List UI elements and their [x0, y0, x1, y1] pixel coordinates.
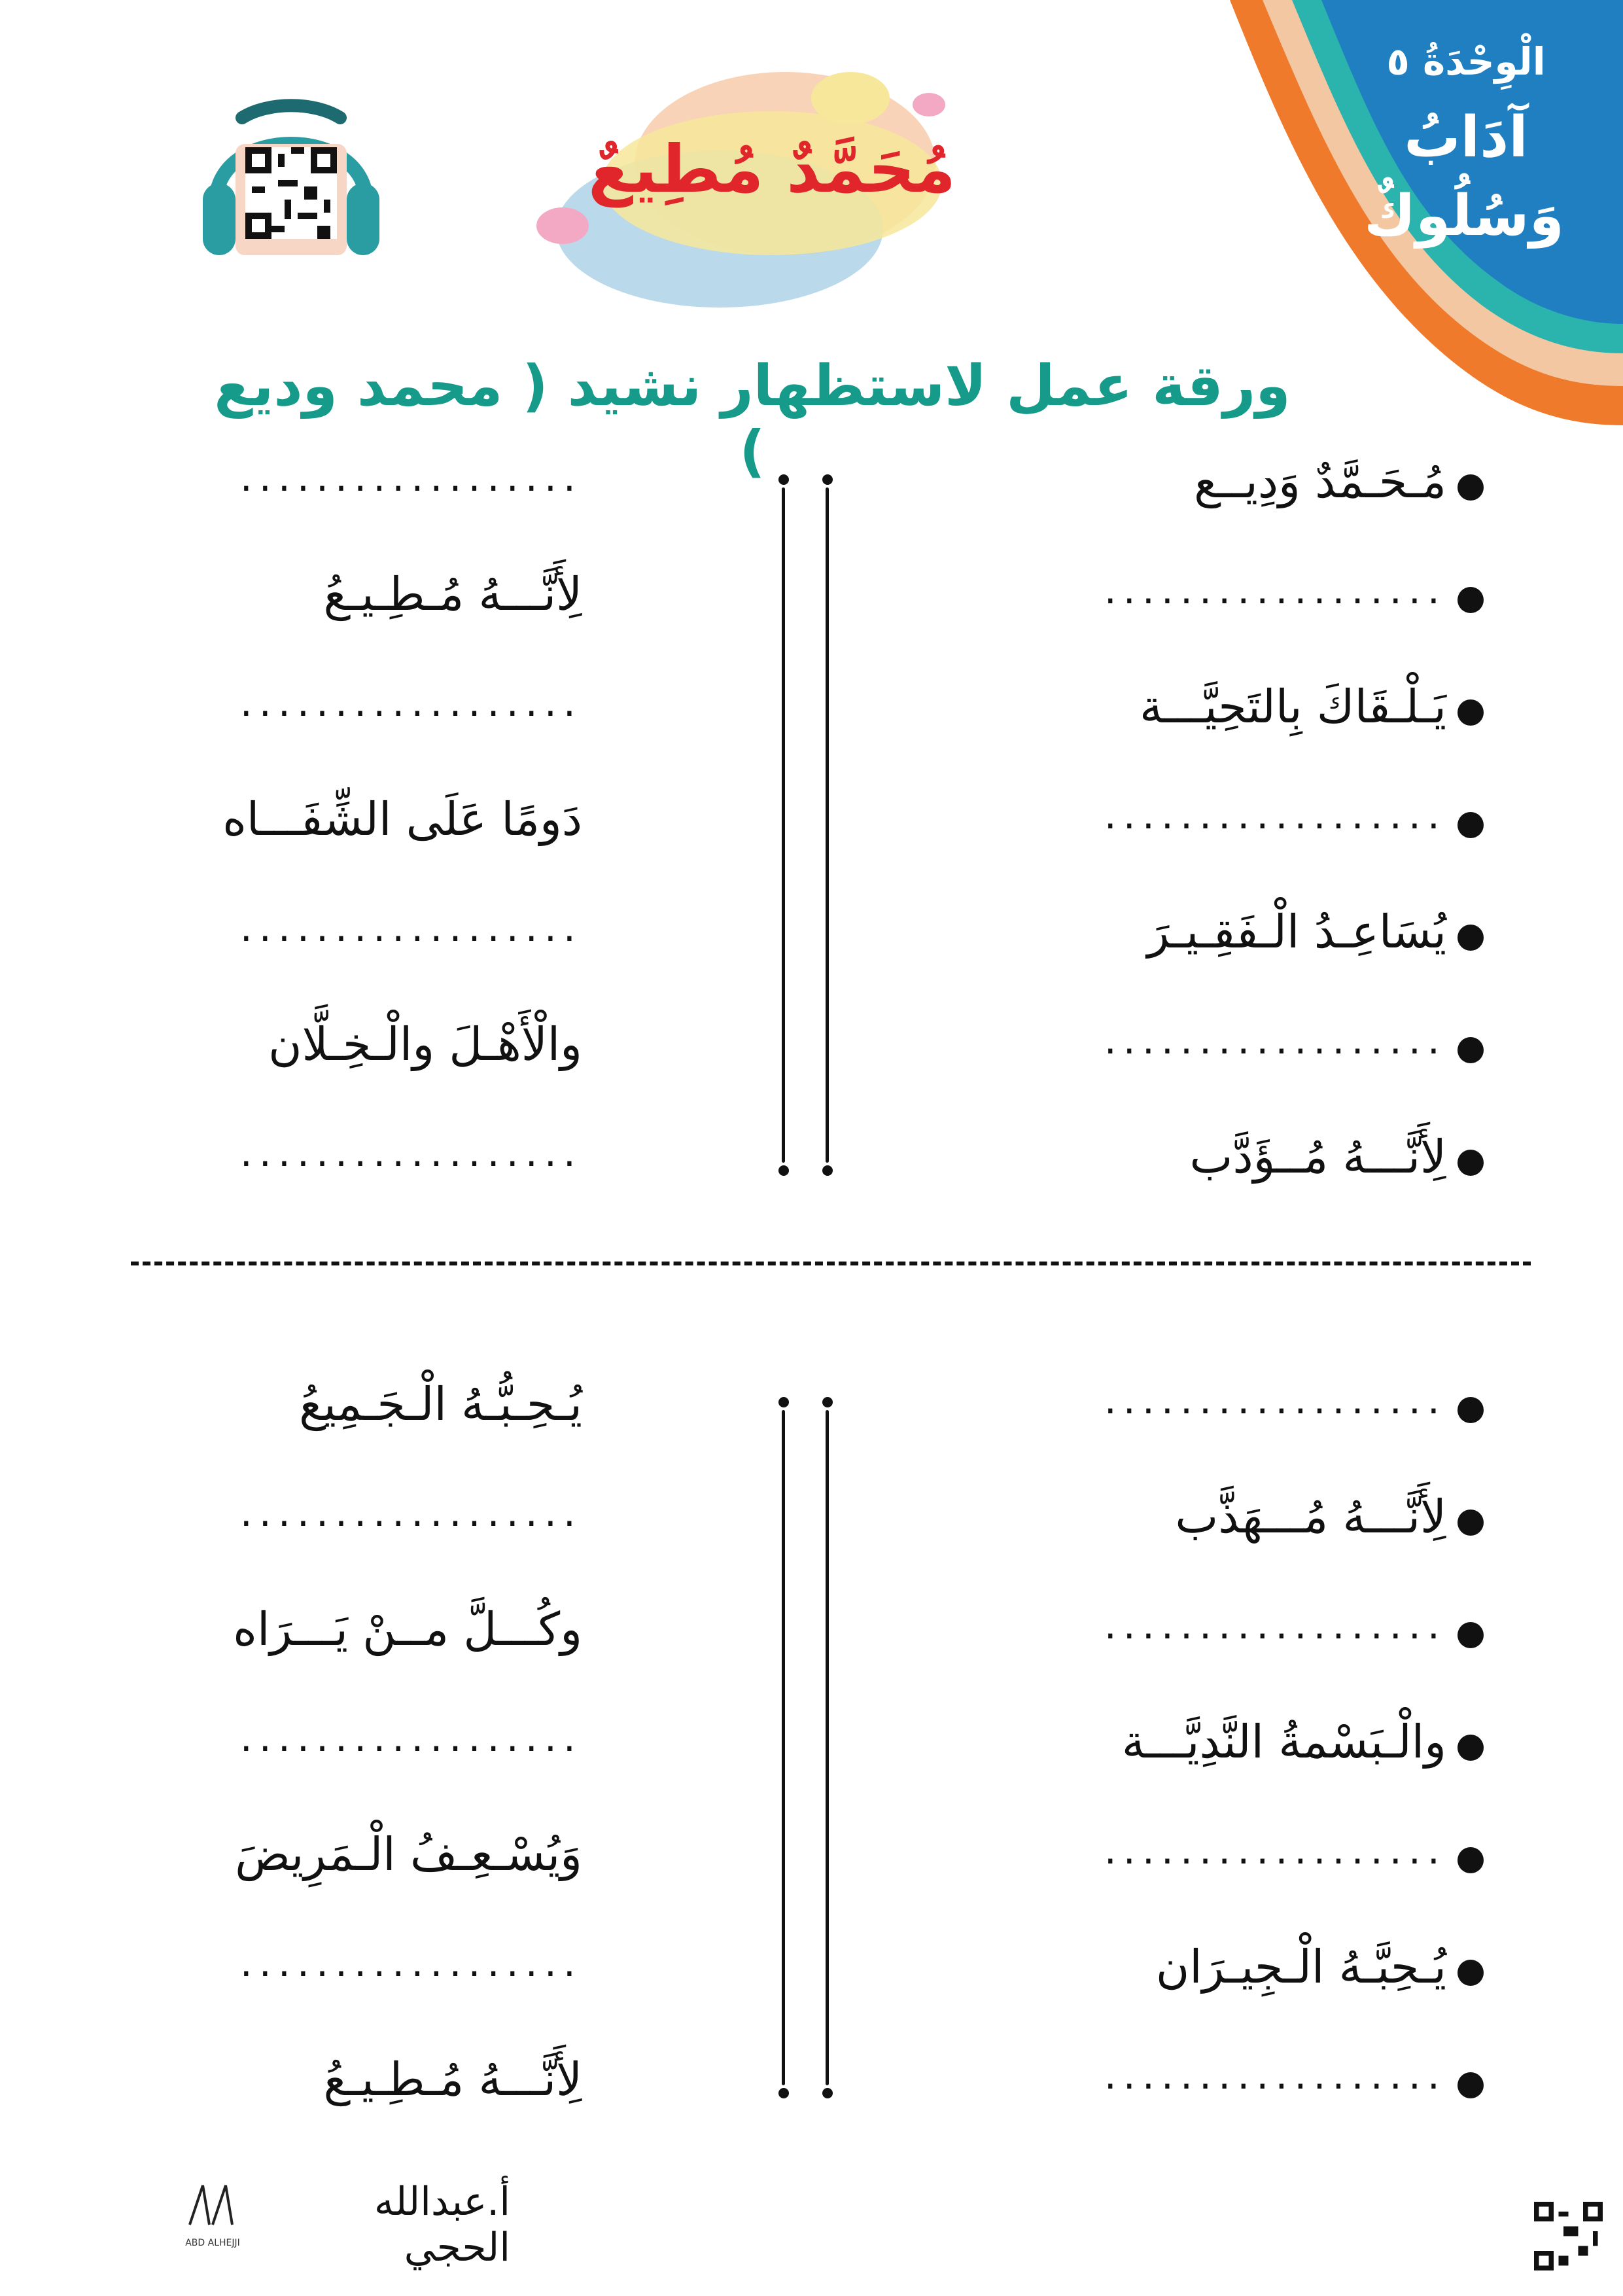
- separator-dot: [822, 1397, 833, 1407]
- poem-line-right: مُـحَـمَّدٌ وَدِيــع: [1194, 455, 1446, 508]
- blank-line-left[interactable]: ..................: [239, 1490, 582, 1536]
- bullet-point: [1457, 1397, 1484, 1423]
- poem-line-right: لِأَنَّـــهُ مُـــهَذَّب: [1175, 1490, 1446, 1544]
- separator-dot: [778, 1165, 789, 1176]
- blank-line-left[interactable]: ..................: [239, 905, 582, 951]
- separator-dot: [822, 2088, 833, 2098]
- bullet-point: [1457, 474, 1484, 501]
- song-title: مُحَمَّدٌ مُطِيعٌ: [587, 131, 956, 207]
- unit-title-line2: وَسُلُوكٌ: [1364, 183, 1564, 249]
- poem-line-left: لِأَنَّـــهُ مُـطِـيـعُ: [323, 2053, 582, 2106]
- separator-dot: [822, 1165, 833, 1176]
- bullet-point: [1457, 1037, 1484, 1063]
- worksheet-heading: ورقة عمل لاستظهار نشيد ( محمد وديع ): [214, 353, 1291, 484]
- blank-line-left[interactable]: ..................: [239, 455, 582, 501]
- separator-bar: [782, 1410, 785, 2085]
- blank-line-left[interactable]: ..................: [239, 1715, 582, 1761]
- poem-line-left: والْأَهْـلَ والْـخِـلَّان: [268, 1017, 582, 1071]
- poem-line-left: دَومًا عَلَى الشِّفَـــاه: [222, 792, 582, 846]
- blank-line-right[interactable]: ..................: [1104, 1377, 1446, 1423]
- bullet-point: [1457, 587, 1484, 613]
- separator-dot: [778, 2088, 789, 2098]
- blank-line-right[interactable]: ..................: [1104, 1602, 1446, 1648]
- poem-line-right: يُـحِبَّـهُ الْـجِيـرَان: [1155, 1940, 1446, 1994]
- separator-dot: [778, 474, 789, 485]
- unit-title-line1: آدَابُ: [1404, 105, 1528, 170]
- separator-dot: [822, 474, 833, 485]
- poem-line-right: لِأَنَّـــهُ مُــؤَدَّب: [1189, 1130, 1446, 1184]
- bullet-point: [1457, 925, 1484, 951]
- teacher-name: أ.عبدالله الحجي: [374, 2179, 510, 2270]
- bullet-point: [1457, 2072, 1484, 2098]
- blank-line-left[interactable]: ..................: [239, 1940, 582, 1986]
- poem-line-right: يَـلْـقَاكَ بِالتَحِيَّـــة: [1140, 680, 1446, 733]
- separator-bar: [826, 1410, 829, 2085]
- bullet-point: [1457, 1622, 1484, 1648]
- blank-line-right[interactable]: ..................: [1104, 1828, 1446, 1873]
- blank-line-right[interactable]: ..................: [1104, 1017, 1446, 1063]
- poem-line-right: والْـبَسْمةُ النَّدِيَّـــة: [1121, 1715, 1446, 1769]
- section-divider: [131, 1262, 1531, 1265]
- qr-code-small-icon[interactable]: [1534, 2202, 1603, 2270]
- separator-dot: [778, 1397, 789, 1407]
- bullet-point: [1457, 1847, 1484, 1873]
- unit-number: الْوِحْدَةُ ٥: [1386, 39, 1546, 84]
- bullet-point: [1457, 1510, 1484, 1536]
- poem-line-right: يُسَاعِـدُ الْـفَقِـيـرَ: [1147, 905, 1446, 959]
- blank-line-right[interactable]: ..................: [1104, 792, 1446, 838]
- signature-caption: ABD ALHEJJI: [185, 2238, 240, 2248]
- poem-line-left: وَيُسْـعِـفُ الْـمَرِيضَ: [235, 1828, 582, 1881]
- blank-line-right[interactable]: ..................: [1104, 567, 1446, 613]
- bullet-point: [1457, 1150, 1484, 1176]
- blank-line-left[interactable]: ..................: [239, 1130, 582, 1176]
- blank-line-right[interactable]: ..................: [1104, 2053, 1446, 2098]
- blank-line-left[interactable]: ..................: [239, 680, 582, 726]
- poem-line-left: وكُـــلَّ مــنْ يَـــرَاه: [233, 1602, 582, 1656]
- poem-line-left: لِأَنَّـــهُ مُـطِـيـعُ: [323, 567, 582, 621]
- separator-bar: [826, 487, 829, 1163]
- bullet-point: [1457, 1735, 1484, 1761]
- bullet-point: [1457, 1960, 1484, 1986]
- bullet-point: [1457, 699, 1484, 726]
- signature-logo: [177, 2172, 249, 2244]
- separator-bar: [782, 487, 785, 1163]
- qr-code-icon[interactable]: [245, 147, 337, 239]
- poem-line-left: يُـحِـبُّـهُ الْـجَـمِيعُ: [299, 1377, 582, 1431]
- bullet-point: [1457, 812, 1484, 838]
